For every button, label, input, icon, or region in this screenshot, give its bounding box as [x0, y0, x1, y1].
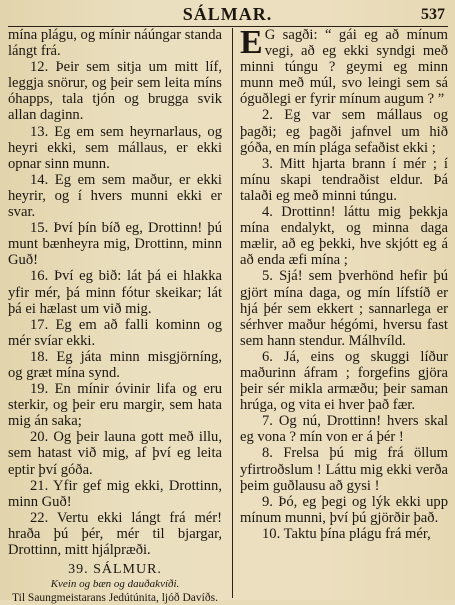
page-number: 537: [421, 6, 445, 23]
left-column: [8, 27, 222, 605]
verse: 16. Því eg bið: lát þá ei hlakka yfir mér, þá minn fótur skeikar; lát þá ei hælast um við mig.: [8, 268, 222, 317]
psalm-subtitle: Kvein og bæn og dauðakvíði.: [50, 578, 180, 591]
verse: 22. Vertu ekki lángt frá mér! hraða þú þér, mér til bjargar, Drottinn, mitt hjálpræði.: [8, 509, 222, 558]
verse: 6. Já, eins og skuggi líður maðurinn áfram ; forgefins gjöra þeir sér mikla armæðu; þeir saman hrúga, og vita ei hver það fær.: [240, 348, 448, 414]
psalm-heading: 39. SÁLMUR.: [68, 562, 162, 578]
verse: 20. Og þeir launa gott með illu, sem hatast við mig, af því eg leita eptir því góða.: [8, 429, 222, 478]
verse: 10. Taktu þína plágu frá mér,: [262, 525, 431, 542]
verse: 4. Drottinn! láttu mig þekkja mína endalykt, og minna daga mælir, að eg þekki, hve skjótt eg á að enda æfi mína ;: [240, 204, 448, 269]
verse: 8. Frelsa þú mig frá öllum yfirtroðslum ! Láttu mig ekki verða þeim guðlausu að gysi !: [240, 445, 448, 494]
verse-first: [240, 24, 448, 108]
verse: 19. En mínir óvinir lifa og eru sterkir, og þeir eru margir, sem hata mig án saka;: [8, 381, 222, 430]
verse-text: G sagði: “ gái eg að mínum vegi, að eg ekki syndgi með minni túngu ? geymi eg minn munn með múl, svo leingi sem sá óguðlegi er fyrir mínum augum ? ”: [240, 27, 448, 108]
verse: 12. Þeir sem sitja um mitt líf, leggja snörur, og þeir sem leita míns óhapps, tala tjón og brugga svik allan daginn.: [8, 59, 222, 124]
verse: 17. Eg em að falli kominn og mér svíar ekki.: [8, 316, 222, 349]
right-column: [240, 24, 448, 542]
verse: 21. Yfir gef mig ekki, Drottinn, minn Guð!: [8, 477, 222, 510]
drop-cap: E: [240, 24, 263, 61]
verse: 18. Eg játa minn misgjörníng, og græt mína synd.: [8, 348, 222, 381]
verse: 15. Því þín bíð eg, Drottinn! þú munt bænheyra mig, Drottinn, minn Guð!: [8, 220, 222, 269]
psalm-dedication: Til Saungmeistarans Jedútúnita, ljóð Davíðs.: [12, 592, 218, 605]
verse: mína plágu, og mínir náúngar standa lángt frá.: [8, 27, 222, 60]
verse: 3. Mitt hjarta brann í mér ; í mínu skapi tendraðist eldur. Þá talaði eg með minni túngu.: [240, 155, 448, 204]
verse: 2. Eg var sem mállaus og þagði; eg þagði jafnvel um hið góða, en mín plága sefaðist ekki ;: [240, 107, 448, 156]
verse: 9. Þó, eg þegi og lýk ekki upp mínum munni, því þú gjörðir það.: [240, 493, 448, 526]
verse: 7. Og nú, Drottinn! hvers skal eg vona ? mín von er á þér !: [240, 413, 448, 446]
column-divider: [232, 28, 233, 598]
verse: 14. Eg em sem maður, er ekki heyrir, og í hvers munni ekki er svar.: [8, 171, 222, 221]
verse: 13. Eg em sem heyrnarlaus, og heyri ekki, sem mállaus, er ekki opnar sinn munn.: [8, 123, 222, 172]
running-title: SÁLMAR.: [182, 4, 273, 24]
verse: 5. Sjá! sem þverhönd hefir þú gjört mína daga, og mín lífstíð er hjá þér sem ekkert ; sannarlega er sérhver maður hégómi, hversu fast sem hann stendur. Málhvíld.: [240, 268, 448, 349]
